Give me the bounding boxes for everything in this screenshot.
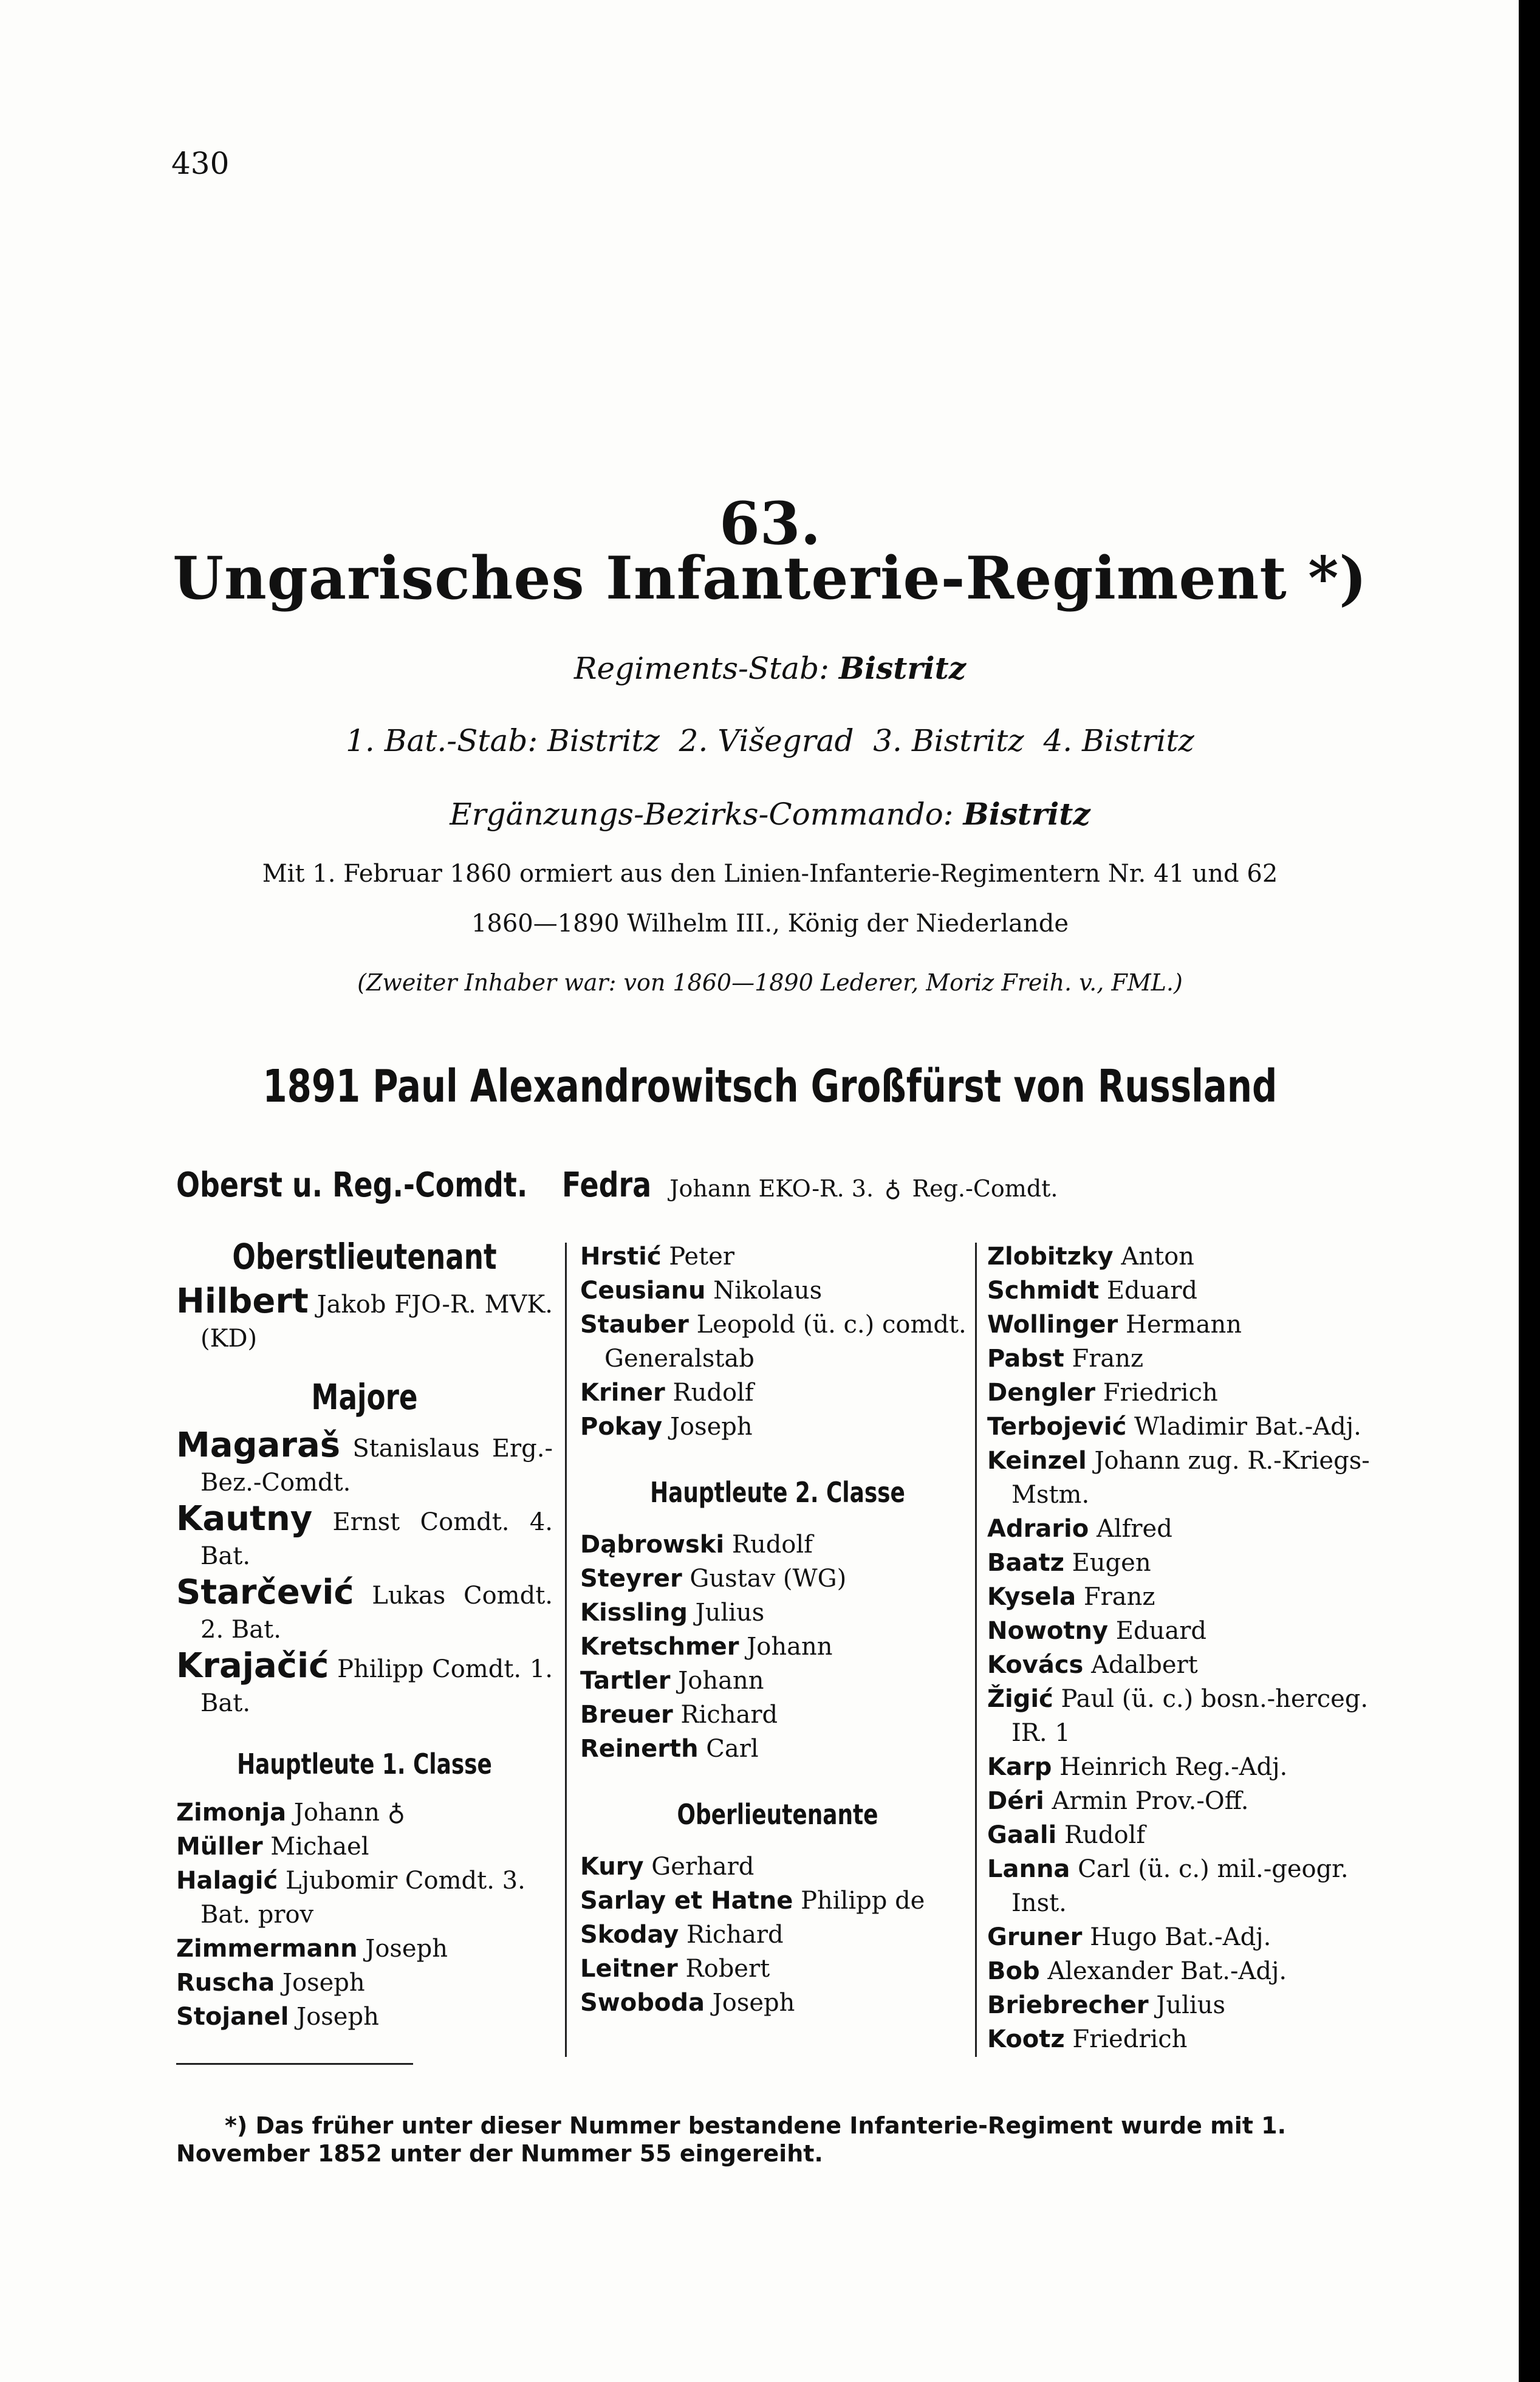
list-item <box>987 1954 1388 1988</box>
surname: Zlobitzky <box>987 1243 1114 1271</box>
list-item <box>987 1614 1388 1648</box>
surname: Zimonja <box>176 1799 287 1827</box>
surname: Swoboda <box>580 1989 705 2017</box>
majore-heading: Majore <box>311 1376 418 1418</box>
details: Stanislaus Erg.-Bez.-Comdt. <box>200 1435 553 1497</box>
list-item <box>987 1988 1388 2022</box>
colonel-surname: Fedra <box>562 1165 652 1205</box>
surname: Kissling <box>580 1599 688 1627</box>
surname: Pabst <box>987 1345 1064 1373</box>
surname: Kautny <box>176 1499 313 1539</box>
regiment-title: Ungarisches Infanterie-Regiment *) <box>173 544 1367 613</box>
list-item <box>580 1884 975 1918</box>
surname: Adrario <box>987 1515 1089 1543</box>
details: Armin Prov.-Off. <box>1044 1787 1249 1815</box>
surname: Tartler <box>580 1667 671 1695</box>
founding-note: Mit 1. Februar 1860 ormiert aus den Linien-Infanterie-Regimentern Nr. 41 und 62 <box>262 860 1278 888</box>
hauptleute-1-heading: Hauptleute 1. Classe <box>237 1748 492 1780</box>
details: Julius <box>687 1599 765 1627</box>
details: Johann zug. R.-Kriegs-Mstm. <box>1011 1447 1370 1509</box>
details: Eduard <box>1099 1277 1197 1305</box>
list-item <box>580 1596 975 1630</box>
list-item <box>987 1410 1388 1444</box>
surname: Schmidt <box>987 1277 1100 1305</box>
surname: Steyrer <box>580 1565 682 1593</box>
list-item <box>176 1966 553 2000</box>
details: Paul (ü. c.) bosn.-herceg. IR. 1 <box>1011 1685 1369 1747</box>
column-divider <box>975 1243 977 2057</box>
hauptleute-1-continued-list <box>580 1240 975 1444</box>
list-item <box>580 1630 975 1664</box>
list-item <box>580 1410 975 1444</box>
surname: Halagić <box>176 1867 278 1895</box>
list-item <box>176 1573 553 1647</box>
former-owner: 1860—1890 Wilhelm III., König der Niederlande <box>471 910 1069 938</box>
surname: Keinzel <box>987 1447 1087 1475</box>
list-item <box>176 1864 553 1932</box>
erg-place: Bistritz <box>963 796 1090 832</box>
details: Robert <box>677 1955 770 1983</box>
list-item <box>580 1918 975 1952</box>
oberlieutenante-continued-list <box>987 1240 1388 2056</box>
scan-border <box>1519 0 1540 2382</box>
details: Johann ♁ <box>286 1799 405 1827</box>
details: Friedrich <box>1095 1379 1218 1407</box>
column-2 <box>580 1240 975 2020</box>
column-1 <box>176 1236 553 2034</box>
decoration-icon: ♁ <box>884 1175 902 1202</box>
list-item <box>580 1732 975 1766</box>
page-number: 430 <box>171 146 230 181</box>
surname: Krajačić <box>176 1646 329 1686</box>
surname: Zimmermann <box>176 1935 358 1963</box>
surname: Skoday <box>580 1921 679 1949</box>
details: Philipp de <box>793 1887 925 1915</box>
details: Julius <box>1148 1991 1225 2019</box>
list-item: Hilbert Jakob FJO-R. MVK. (KD) <box>176 1282 553 1353</box>
current-owner-heading: 1891 Paul Alexandrowitsch Großfürst von Russland <box>262 1060 1278 1113</box>
surname: Kriner <box>580 1379 665 1407</box>
surname: Kootz <box>987 2025 1065 2053</box>
surname: Terbojević <box>987 1413 1127 1441</box>
details: Franz <box>1064 1345 1144 1373</box>
hauptleute-1-list <box>176 1796 553 2034</box>
details: Hermann <box>1118 1311 1242 1339</box>
details: Nikolaus <box>705 1277 823 1305</box>
surname: Lanna <box>987 1855 1070 1883</box>
details: Johann <box>670 1667 764 1695</box>
surname: Magaraš <box>176 1426 341 1465</box>
list-item <box>580 1952 975 1986</box>
details: Joseph <box>289 2003 379 2031</box>
details: Gerhard <box>643 1853 755 1881</box>
surname: Kury <box>580 1853 644 1881</box>
list-item <box>176 1426 553 1500</box>
list-item <box>987 1444 1388 1512</box>
surname: Gaali <box>987 1821 1057 1849</box>
list-item <box>176 1932 553 1966</box>
footnote-rule <box>176 2063 413 2065</box>
surname: Bob <box>987 1957 1040 1985</box>
surname: Starčević <box>176 1573 354 1612</box>
list-item <box>580 1850 975 1884</box>
list-item <box>580 1528 975 1562</box>
details: Franz <box>1076 1583 1155 1611</box>
list-item <box>987 1376 1388 1410</box>
details: Alfred <box>1089 1515 1172 1543</box>
oberstlieutenant-heading: Oberstlieutenant <box>232 1236 497 1277</box>
surname: Stojanel <box>176 2003 289 2031</box>
details: Gustav (WG) <box>682 1565 847 1593</box>
list-item <box>987 1648 1388 1682</box>
surname: Reinerth <box>580 1735 699 1763</box>
staff-label: Regiments-Stab: <box>573 651 829 686</box>
details: Carl (ü. c.) mil.-geogr. Inst. <box>1011 1855 1349 1917</box>
colonel-title: Reg.-Comdt. <box>912 1175 1058 1202</box>
footnote: *) Das früher unter dieser Nummer bestandene Infanterie-Regiment wurde mit 1. November 1852 unter der Nummer 55 eingereiht. <box>176 2112 1286 2167</box>
surname: Wollinger <box>987 1311 1118 1339</box>
details: Richard <box>679 1921 784 1949</box>
list-item <box>987 1308 1388 1342</box>
details: Joseph <box>357 1935 448 1963</box>
surname: Baatz <box>987 1549 1064 1577</box>
details: Joseph <box>275 1969 365 1997</box>
surname: Déri <box>987 1787 1044 1815</box>
details: Joseph <box>704 1989 795 2017</box>
list-item <box>987 1580 1388 1614</box>
colonel-line <box>176 1165 1058 1205</box>
details: Peter <box>661 1243 734 1271</box>
battalion-staffs: 1. Bat.-Stab: Bistritz 2. Višegrad 3. Bistritz 4. Bistritz <box>346 723 1194 758</box>
details: Philipp Comdt. 1. Bat. <box>200 1655 553 1717</box>
list-item <box>580 1562 975 1596</box>
details: Michael <box>262 1833 369 1861</box>
details: Eugen <box>1064 1549 1151 1577</box>
details: Richard <box>672 1701 778 1729</box>
surname: Stauber <box>580 1311 689 1339</box>
list-item <box>987 1784 1388 1818</box>
staff-place: Bistritz <box>838 650 967 686</box>
column-divider <box>565 1243 567 2057</box>
surname: Müller <box>176 1833 263 1861</box>
ergaenzungs-command <box>0 796 1540 832</box>
hauptleute-2-heading: Hauptleute 2. Classe <box>650 1476 905 1509</box>
details: Heinrich Reg.-Adj. <box>1052 1753 1288 1781</box>
surname: Ceusianu <box>580 1277 706 1305</box>
list-item <box>580 1664 975 1698</box>
list-item <box>987 1546 1388 1580</box>
list-item <box>580 1376 975 1410</box>
majore-list <box>176 1426 553 1720</box>
details: Rudolf <box>1056 1821 1146 1849</box>
details: Johann <box>739 1633 833 1661</box>
colonel-details: Johann EKO-R. 3. <box>669 1175 874 1202</box>
list-item <box>580 1308 975 1376</box>
details: Rudolf <box>665 1379 754 1407</box>
list-item <box>176 2000 553 2034</box>
surname: Kysela <box>987 1583 1076 1611</box>
details: Wladimir Bat.-Adj. <box>1126 1413 1361 1441</box>
list-item <box>580 1698 975 1732</box>
list-item <box>987 2022 1388 2056</box>
list-item <box>987 1274 1388 1308</box>
list-item <box>580 1240 975 1274</box>
details: Rudolf <box>724 1531 813 1559</box>
surname: Ruscha <box>176 1969 275 1997</box>
surname: Kretschmer <box>580 1633 739 1661</box>
details: Leopold (ü. c.) comdt. Generalstab <box>604 1311 967 1373</box>
list-item <box>176 1646 553 1720</box>
hauptleute-2-list <box>580 1528 975 1766</box>
details: Carl <box>698 1735 759 1763</box>
column-3 <box>987 1240 1388 2056</box>
list-item <box>987 1818 1388 1852</box>
details: Anton <box>1113 1243 1194 1271</box>
surname: Dąbrowski <box>580 1531 725 1559</box>
details: Eduard <box>1108 1617 1206 1645</box>
surname: Leitner <box>580 1955 678 1983</box>
details: Lukas Comdt. 2. Bat. <box>200 1582 553 1644</box>
regiment-number: 63. <box>719 489 821 558</box>
surname: Hrstić <box>580 1243 662 1271</box>
list-item <box>580 1986 975 2020</box>
list-item <box>987 1342 1388 1376</box>
surname: Pokay <box>580 1413 663 1441</box>
list-item <box>580 1274 975 1308</box>
surname: Karp <box>987 1753 1052 1781</box>
details: Alexander Bat.-Adj. <box>1039 1957 1287 1985</box>
colonel-rank: Oberst u. Reg.-Comdt. <box>176 1165 528 1205</box>
list-item <box>987 1682 1388 1750</box>
surname: Nowotny <box>987 1617 1109 1645</box>
details: Joseph <box>662 1413 753 1441</box>
list-item <box>176 1796 553 1830</box>
surname: Gruner <box>987 1923 1083 1951</box>
list-item <box>987 1852 1388 1920</box>
regiment-staff <box>0 650 1540 686</box>
oberlieutenante-heading: Oberlieutenante <box>677 1798 878 1831</box>
details: Ljubomir Comdt. 3. Bat. prov <box>200 1867 525 1929</box>
erg-label: Ergänzungs-Bezirks-Commando: <box>450 797 954 832</box>
surname: Sarlay et Hatne <box>580 1887 793 1915</box>
details: Friedrich <box>1064 2025 1188 2053</box>
surname: Dengler <box>987 1379 1096 1407</box>
list-item <box>176 1830 553 1864</box>
list-item <box>176 1499 553 1573</box>
details: Adalbert <box>1083 1651 1198 1679</box>
surname: Briebrecher <box>987 1991 1149 2019</box>
details: Ernst Comdt. 4. Bat. <box>200 1508 553 1570</box>
second-owner: (Zweiter Inhaber war: von 1860—1890 Lederer, Moriz Freih. v., FML.) <box>357 969 1183 996</box>
list-item <box>987 1920 1388 1954</box>
oberlieutenante-list <box>580 1850 975 2020</box>
surname: Breuer <box>580 1701 673 1729</box>
details: Hugo Bat.-Adj. <box>1082 1923 1271 1951</box>
list-item <box>987 1512 1388 1546</box>
list-item <box>987 1750 1388 1784</box>
list-item <box>987 1240 1388 1274</box>
surname: Kovács <box>987 1651 1084 1679</box>
surname: Žigić <box>987 1685 1053 1713</box>
